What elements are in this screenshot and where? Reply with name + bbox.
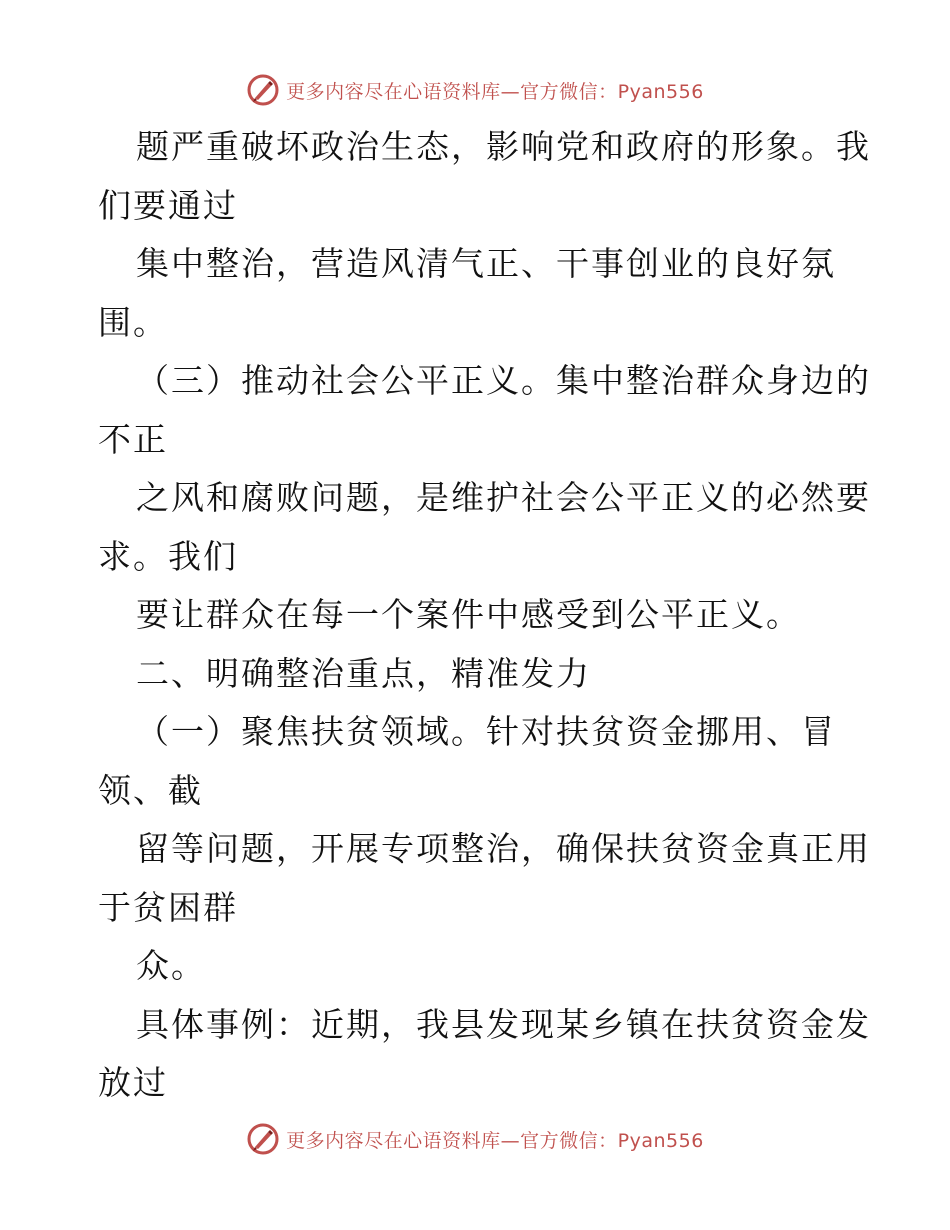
text-line: 不正 (98, 419, 168, 459)
banner-text: 更多内容尽在心语资料库—官方微信：Pyan556 (286, 80, 704, 103)
text-line: 要让群众在每一个案件中感受到公平正义。 (136, 595, 801, 634)
text-line: 求。我们 (98, 536, 238, 576)
text-line: 放过 (98, 1063, 168, 1102)
footer-banner (0, 1119, 950, 1159)
header-banner (0, 70, 950, 110)
text-line: 题严重破坏政治生态，影响党和政府的形象。我 (136, 127, 871, 166)
text-line: （一）聚焦扶贫领域。针对扶贫资金挪用、冒 (136, 712, 836, 751)
text-line: 留等问题，开展专项整治，确保扶贫资金真正用 (136, 829, 871, 868)
pen-circle-icon (246, 73, 280, 107)
document-body (98, 118, 871, 1113)
text-line: 之风和腐败问题，是维护社会公平正义的必然要 (136, 478, 871, 517)
text-line: 众。 (136, 946, 206, 985)
text-line: （三）推动社会公平正义。集中整治群众身边的 (136, 361, 871, 400)
text-line: 具体事例：近期，我县发现某乡镇在扶贫资金发 (136, 1004, 871, 1044)
banner-text: 更多内容尽在心语资料库—官方微信：Pyan556 (286, 1129, 704, 1152)
text-line: 领、截 (98, 770, 203, 810)
text-line: 们要通过 (98, 185, 238, 225)
text-line: 围。 (98, 302, 168, 342)
text-line: 集中整治，营造风清气正、干事创业的良好氛 (136, 244, 836, 283)
pen-circle-icon (246, 1122, 280, 1156)
text-line: 于贫困群 (98, 887, 238, 927)
text-line: 二、明确整治重点，精准发力 (136, 653, 591, 693)
